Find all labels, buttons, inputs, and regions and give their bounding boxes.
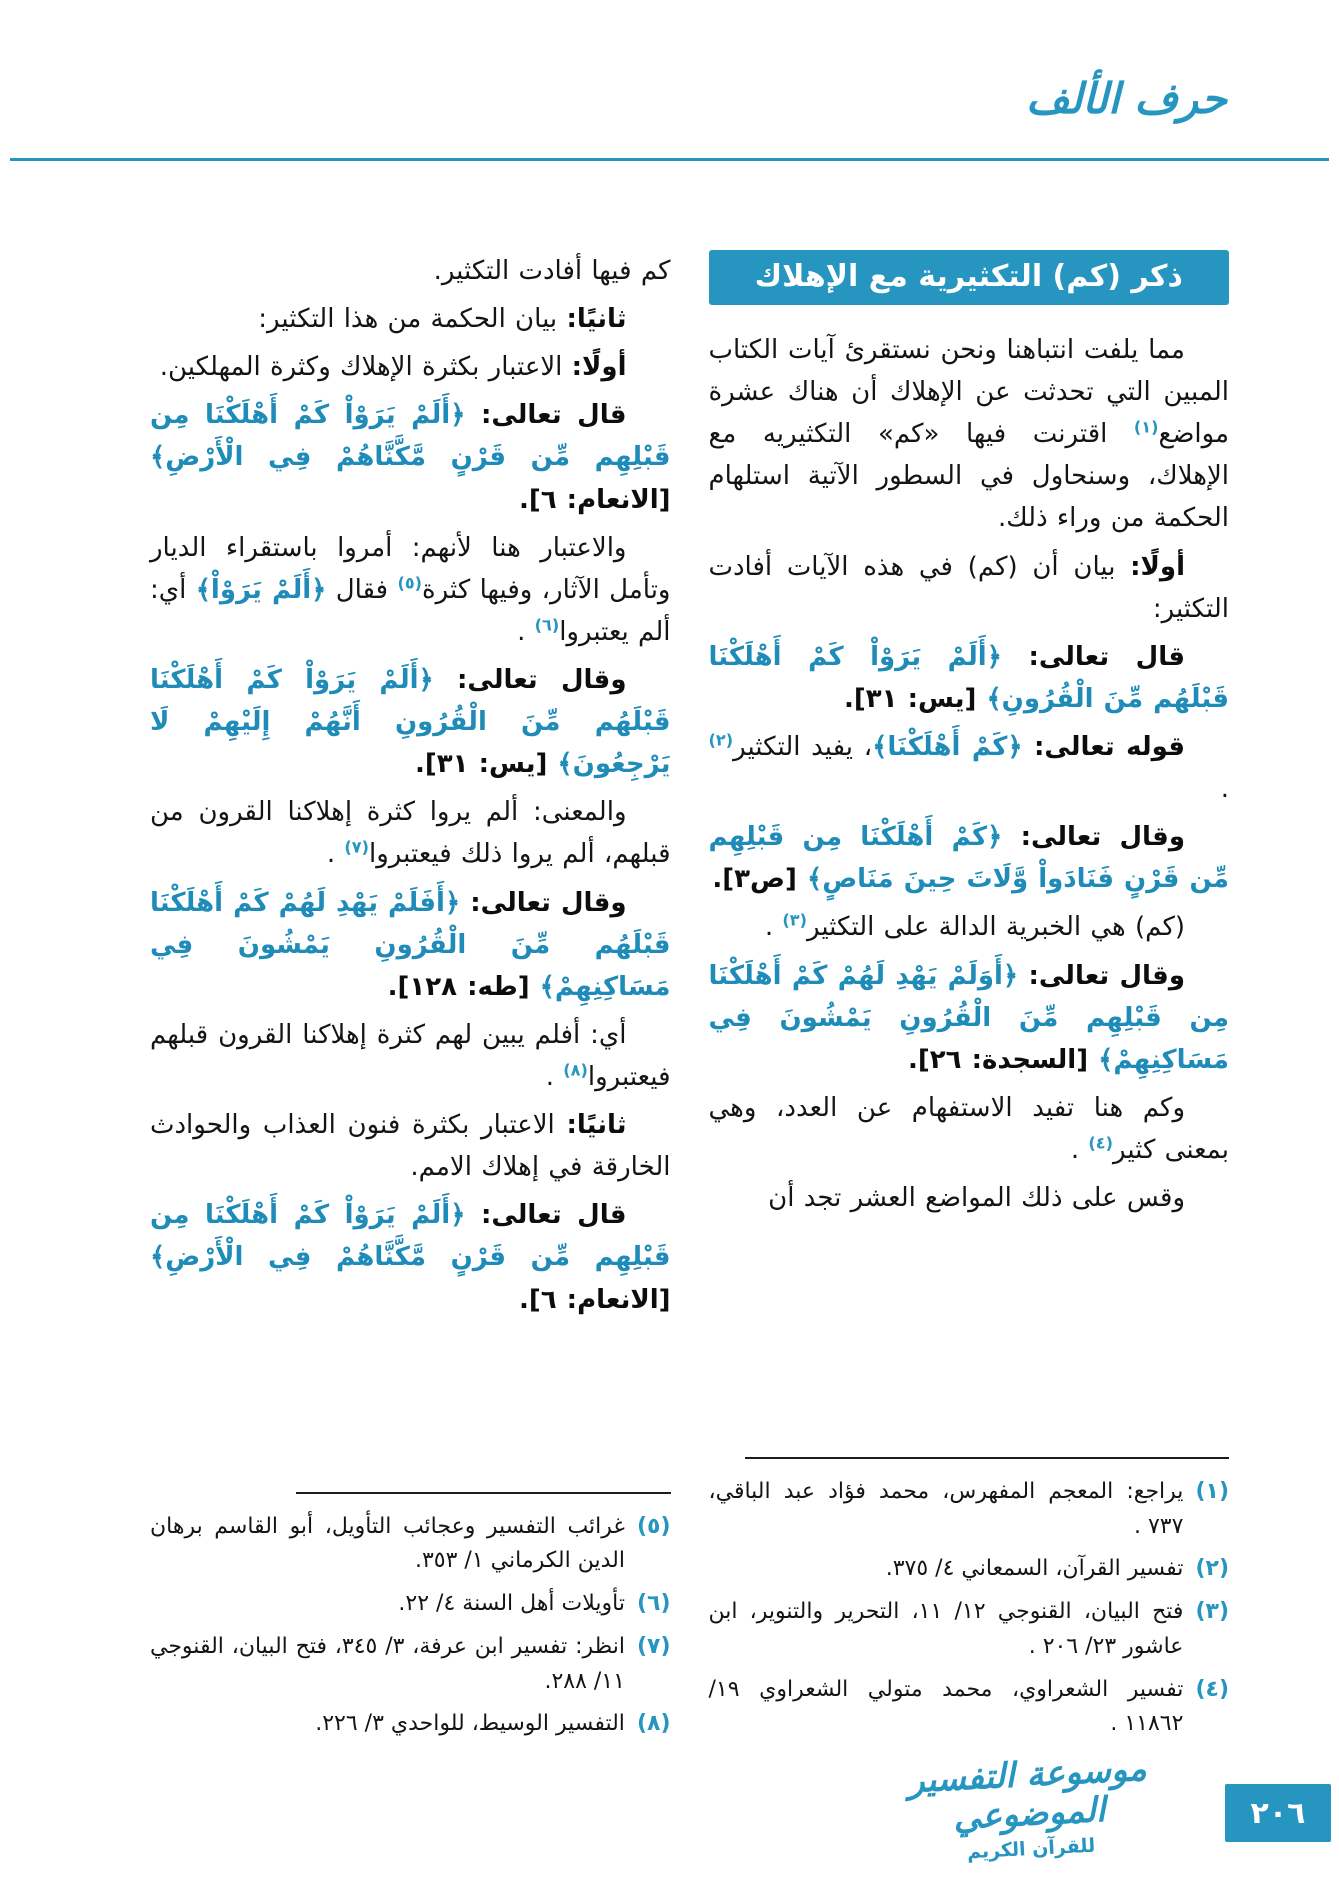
quran-verse: ﴿أَلَمْ يَرَوْاْ كَمْ أَهْلَكْنَا مِن قَبْلِهِم مِّن قَرْنٍ مَّكَّنَّاهُمْ فِي الْأَرْضِ﴾ <box>150 400 671 473</box>
footnote-number: (١) <box>1195 1478 1229 1504</box>
text-run: وكم هنا تفيد الاستفهام عن العدد، وهي بمعنى كثير <box>708 1092 1229 1165</box>
footnote-item <box>150 1587 671 1622</box>
column-right <box>709 250 1230 1750</box>
paragraph <box>709 636 1230 720</box>
footnote-text: يراجع: المعجم المفهرس، محمد فؤاد عبد الباقي، ٧٣٧ . <box>708 1478 1184 1539</box>
footnote-marker: (٧) <box>344 837 370 857</box>
text-run: قوله تعالى: <box>1022 731 1186 762</box>
text-run: أي: ألم يعتبروا <box>150 574 671 647</box>
paragraph <box>709 329 1230 540</box>
footnote-number: (٨) <box>636 1711 671 1737</box>
topic-title-banner: ذكر (كم) التكثيرية مع الإهلاك <box>709 250 1230 305</box>
text-run: الاعتبار بكثرة الإهلاك وكثرة المهلكين. <box>159 352 572 383</box>
text-run: وقس على ذلك المواضع العشر تجد أن <box>768 1183 1185 1214</box>
text-run: أولًا: <box>1130 551 1185 582</box>
text-run: فقال <box>326 574 398 605</box>
verse-reference: [ص٣]. <box>712 864 807 895</box>
verse-reference: [السجدة: ٢٦]. <box>908 1044 1099 1075</box>
footnotes-left <box>150 1482 671 1751</box>
text-run: الاعتبار بكثرة فنون العذاب والحوادث الخارقة في إهلاك الامم. <box>150 1110 671 1183</box>
paragraph <box>150 882 671 1008</box>
paragraph <box>709 816 1230 900</box>
footnote-number: (٢) <box>1195 1556 1229 1582</box>
footnote-item <box>709 1673 1230 1743</box>
footnote-marker: (٤) <box>1088 1133 1113 1153</box>
content-columns <box>150 250 1229 1750</box>
paragraph <box>150 394 671 520</box>
footnote-marker: (٦) <box>534 615 560 635</box>
paragraph <box>709 726 1230 810</box>
body-text-right <box>709 329 1230 1225</box>
footnote-text: التفسير الوسيط، للواحدي ٣/ ٢٢٦. <box>315 1711 625 1737</box>
footnote-text: فتح البيان، القنوجي ١٢/ ١١، التحرير والتنوير، ابن عاشور ٢٣/ ٢٠٦ . <box>708 1599 1184 1659</box>
text-run: أي: أفلم يبين لهم كثرة إهلاكنا القرون قبلهم فيعتبروا <box>150 1019 671 1092</box>
footnote-item <box>709 1552 1230 1587</box>
footnote-marker: (٢) <box>708 730 734 750</box>
text-run: قال تعالى: <box>465 400 627 431</box>
chapter-header: حرف الألف <box>1026 74 1227 123</box>
text-run: . <box>517 616 535 647</box>
text-run: ، يفيد التكثير <box>733 731 873 762</box>
footnote-list-left <box>150 1510 671 1743</box>
text-run: أولًا: <box>571 352 627 383</box>
paragraph <box>150 346 671 388</box>
footnote-text: تفسير القرآن، السمعاني ٤/ ٣٧٥. <box>885 1556 1184 1582</box>
text-run: والمعنى: ألم يروا كثرة إهلاكنا القرون من قبلهم، ألم يروا ذلك فيعتبروا <box>150 797 671 870</box>
verse-reference: [طه: ١٢٨]. <box>387 971 540 1002</box>
footnote-number: (٣) <box>1195 1599 1229 1624</box>
text-run: وقال تعالى: <box>1018 960 1185 991</box>
text-run: (كم) هي الخبرية الدالة على التكثير <box>806 912 1185 943</box>
text-run: بيان الحكمة من هذا التكثير: <box>258 304 567 335</box>
footnote-number: (٧) <box>636 1633 671 1659</box>
footnote-marker: (١) <box>1133 417 1159 437</box>
footnote-marker: (٣) <box>782 910 807 930</box>
paragraph <box>709 1087 1230 1171</box>
footnote-number: (٦) <box>636 1591 671 1616</box>
body-text-left <box>150 250 671 1327</box>
paragraph <box>709 546 1230 630</box>
quran-verse: ﴿كَمْ أَهْلَكْنَا مِن قَبْلِهِم مِّن قَرْنٍ فَنَادَواْ وَّلَاتَ حِينَ مَنَاصٍ﴾ <box>708 822 1229 895</box>
paragraph <box>150 659 671 785</box>
paragraph <box>150 1014 671 1098</box>
verse-reference: [الانعام: ٦]. <box>518 484 671 515</box>
footnote-item <box>150 1707 671 1742</box>
logo-title: موسوعة التفسير الموضوعي <box>906 1748 1148 1838</box>
quran-verse: ﴿أَلَمْ يَرَوْاْ كَمْ أَهْلَكْنَا قَبْلَهُم مِّنَ الْقُرُونِ أَنَّهُمْ إِلَيْهِمْ لَا يَرْجِعُونَ﴾ <box>150 664 671 780</box>
quran-verse: ﴿كَمْ أَهْلَكْنَا﴾ <box>872 731 1023 762</box>
footnote-list-right <box>709 1475 1230 1742</box>
footnote-item <box>150 1510 671 1580</box>
text-run: . <box>545 1061 564 1092</box>
paragraph <box>709 955 1230 1081</box>
paragraph <box>150 250 671 292</box>
paragraph <box>150 298 671 340</box>
footnote-text: انظر: تفسير ابن عرفة، ٣/ ٣٤٥، فتح البيان، القنوجي ١١/ ٢٨٨. <box>150 1633 625 1694</box>
quran-verse: ﴿أَوَلَمْ يَهْدِ لَهُمْ كَمْ أَهْلَكْنَا مِن قَبْلِهِم مِّنَ الْقُرُونِ يَمْشُونَ فِي مَسَاكِنِهِمْ﴾ <box>708 960 1229 1075</box>
text-run: وقال تعالى: <box>460 887 627 918</box>
footnote-text: تفسير الشعراوي، محمد متولي الشعراوي ١٩/ ١١٨٦٢ . <box>708 1676 1184 1737</box>
footnote-item <box>709 1595 1230 1665</box>
footnote-number: (٥) <box>636 1513 671 1539</box>
footnote-text: غرائب التفسير وعجائب التأويل، أبو القاسم برهان الدين الكرماني ١/ ٣٥٣. <box>150 1513 625 1574</box>
text-run: بيان أن (كم) في هذه الآيات أفادت التكثير: <box>708 551 1229 624</box>
text-run: وقال تعالى: <box>1002 822 1185 853</box>
text-run: كم فيها أفادت التكثير. <box>433 256 671 286</box>
page-number-badge: ٢٠٦ <box>1225 1784 1331 1842</box>
verse-reference: [يس: ٣١]. <box>844 683 987 714</box>
text-run: والاعتبار هنا لأنهم: أمروا باستقراء الديار وتأمل الآثار، وفيها كثرة <box>150 532 671 605</box>
paragraph <box>150 791 671 875</box>
footnote-item <box>150 1630 671 1700</box>
quran-verse: ﴿أَلَمْ يَرَوْاْ﴾ <box>195 574 327 605</box>
text-run: وقال تعالى: <box>433 664 627 695</box>
footnote-item <box>709 1475 1230 1545</box>
verse-reference: [الانعام: ٦]. <box>518 1284 671 1315</box>
text-run: ثانيًا: <box>566 1110 627 1141</box>
footnotes-right <box>709 1447 1230 1750</box>
footnote-separator <box>296 1492 671 1494</box>
verse-reference: [يس: ٣١]. <box>415 749 558 780</box>
text-run: مما يلفت انتباهنا ونحن نستقرئ آيات الكتاب المبين التي تحدثت عن الإهلاك أن هناك عشرة مواضع <box>708 335 1229 450</box>
footnote-number: (٤) <box>1195 1676 1229 1702</box>
text-run: ثانيًا: <box>566 304 627 335</box>
quran-verse: ﴿أَلَمْ يَرَوْاْ كَمْ أَهْلَكْنَا مِن قَبْلِهِم مِّن قَرْنٍ مَّكَّنَّاهُمْ فِي الْأَرْضِ﴾ <box>150 1200 671 1273</box>
logo-subtitle: للقرآن الكريم <box>966 1834 1096 1864</box>
header-rule <box>10 158 1329 161</box>
text-run: اقترنت فيها «كم» التكثيريه مع الإهلاك، وسنحاول في السطور الآتية استلهام الحكمة من وراء ذلك. <box>708 419 1229 534</box>
text-run: . <box>1220 774 1229 805</box>
text-run: . <box>764 912 783 943</box>
text-run: قال تعالى: <box>1001 641 1185 672</box>
paragraph <box>150 1104 671 1188</box>
quran-verse: ﴿أَلَمْ يَرَوْاْ كَمْ أَهْلَكْنَا قَبْلَهُم مِّنَ الْقُرُونِ﴾ <box>708 641 1229 714</box>
footnote-separator <box>745 1457 1229 1459</box>
footnote-text: تأويلات أهل السنة ٤/ ٢٢. <box>398 1591 625 1616</box>
publisher-logo <box>871 1748 1186 1868</box>
paragraph <box>150 527 671 653</box>
text-run: . <box>1070 1134 1089 1165</box>
paragraph <box>150 1194 671 1320</box>
footnote-marker: (٥) <box>397 573 423 593</box>
footnote-marker: (٨) <box>563 1060 588 1080</box>
column-left <box>150 250 671 1750</box>
text-run: . <box>326 839 345 870</box>
quran-verse: ﴿أَفَلَمْ يَهْدِ لَهُمْ كَمْ أَهْلَكْنَا قَبْلَهُم مِّنَ الْقُرُونِ يَمْشُونَ فِي مَسَاكِنِهِمْ﴾ <box>150 887 671 1002</box>
paragraph <box>709 906 1230 948</box>
text-run: قال تعالى: <box>465 1200 627 1231</box>
paragraph <box>709 1177 1230 1219</box>
